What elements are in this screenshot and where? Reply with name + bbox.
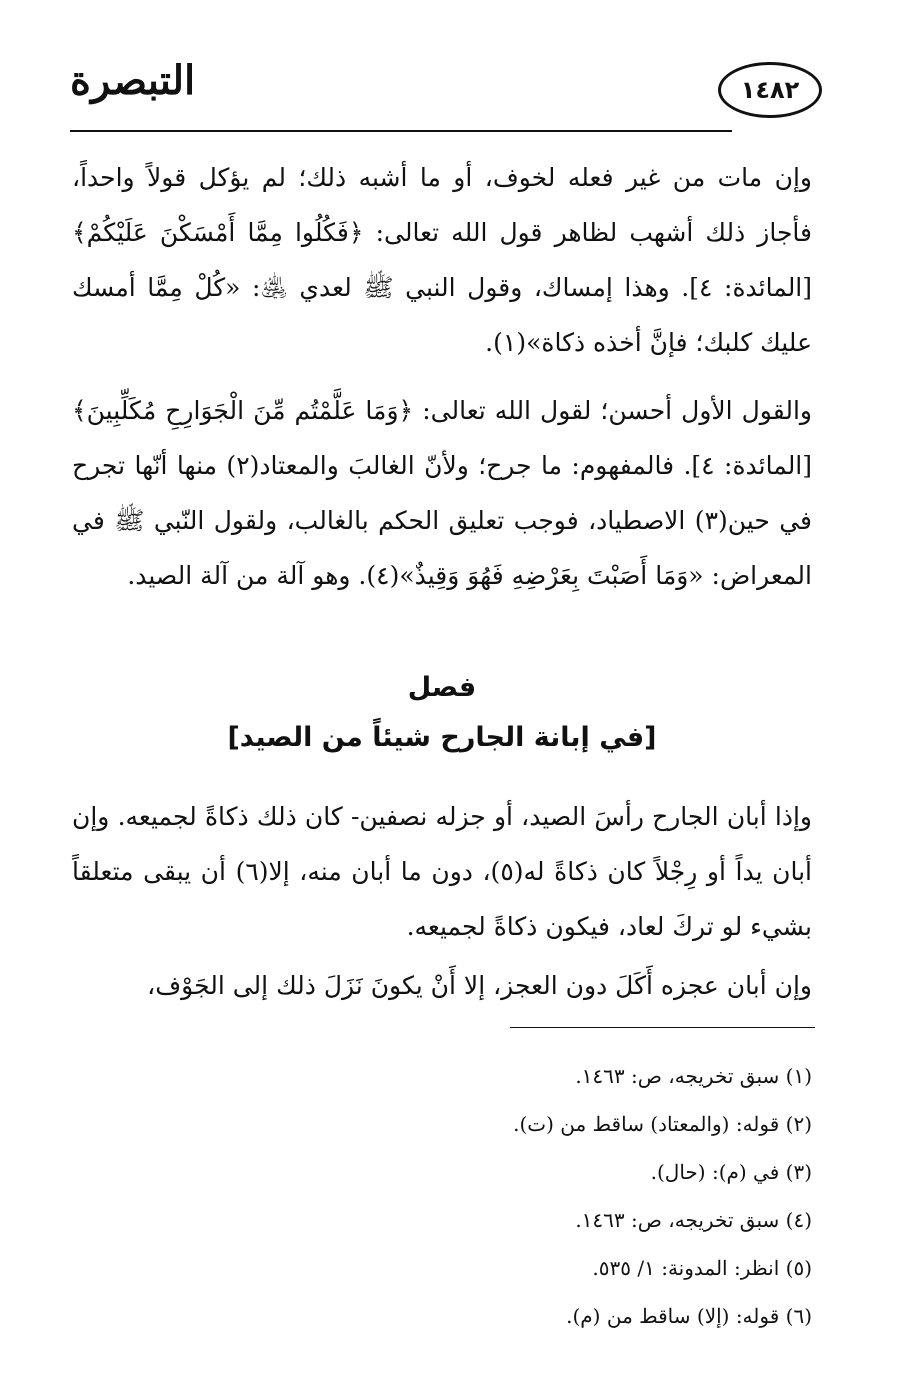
paragraph-2: والقول الأول أحسن؛ لقول الله تعالى: ﴿وَمَا عَلَّمْتُم مِّنَ الْجَوَارِحِ مُكَلِّبِينَ﴾ [المائدة: ٤]. فالمفهوم: ما جرح؛ ولأنّ الغالبَ والمعتاد(٢) منها أنّها تجرح في حين(٣) الاصطياد، فوجب تعليق الحكم بالغالب، ولقول النّبي ﷺ في المعراض: «وَمَا أَصَبْتَ بِعَرْضِهِ فَهُوَ وَقِيذٌ»(٤). وهو آلة من آلة الصيد. [72, 396, 813, 590]
footnote-separator [510, 1027, 815, 1028]
footnote-2: (٢) قوله: (والمعتاد) ساقط من (ت). [513, 1112, 812, 1136]
page-header [70, 48, 822, 128]
header-rule [70, 130, 732, 132]
footnotes-list [72, 1052, 812, 1340]
page-number-oval [718, 62, 822, 118]
footnote-5: (٥) انظر: المدونة: ١/ ٥٣٥. [592, 1256, 812, 1280]
footnote-3: (٣) في (م): (حال). [650, 1160, 812, 1184]
footnote-4: (٤) سبق تخريجه، ص: ١٤٦٣. [575, 1208, 812, 1232]
paragraph-4: وإن أبان عجزه أَكَلَ دون العجز، إلا أَنْ يكونَ نَزَلَ ذلك إلى الجَوْف، [147, 971, 812, 1000]
paragraph-3: وإذا أبان الجارح رأسَ الصيد، أو جزله نصفين- كان ذلك ذكاةً لجميعه. وإن أبان يداً أو رِجْلاً كان ذكاةً له(٥)، دون ما أبان منه، إلا(٦) أن يبقى متعلقاً بشيء لو تركَ لعاد، فيكون ذكاةً لجميعه. [72, 802, 813, 941]
section-heading: فصل [407, 672, 477, 703]
running-title: التبصرة [70, 57, 196, 104]
footnote-1: (١) سبق تخريجه، ص: ١٤٦٣. [575, 1064, 812, 1088]
footnote-6: (٦) قوله: (إلا) ساقط من (م). [566, 1304, 812, 1328]
paragraph-1: وإن مات من غير فعله لخوف، أو ما أشبه ذلك؛ لم يؤكل قولاً واحداً، فأجاز ذلك أشهب لظاهر قول الله تعالى: ﴿فَكُلُوا مِمَّا أَمْسَكْنَ عَلَيْكُمْ﴾ [المائدة: ٤]. وهذا إمساك، وقول النبي ﷺ لعدي ﵁: «كُلْ مِمَّا أمسك عليك كلبك؛ فإنَّ أخذه ذكاة»(١). [72, 163, 813, 357]
page-number: ١٤٨٢ [740, 76, 800, 104]
section-subheading: [في إبانة الجارح شيئاً من الصيد] [227, 722, 657, 753]
